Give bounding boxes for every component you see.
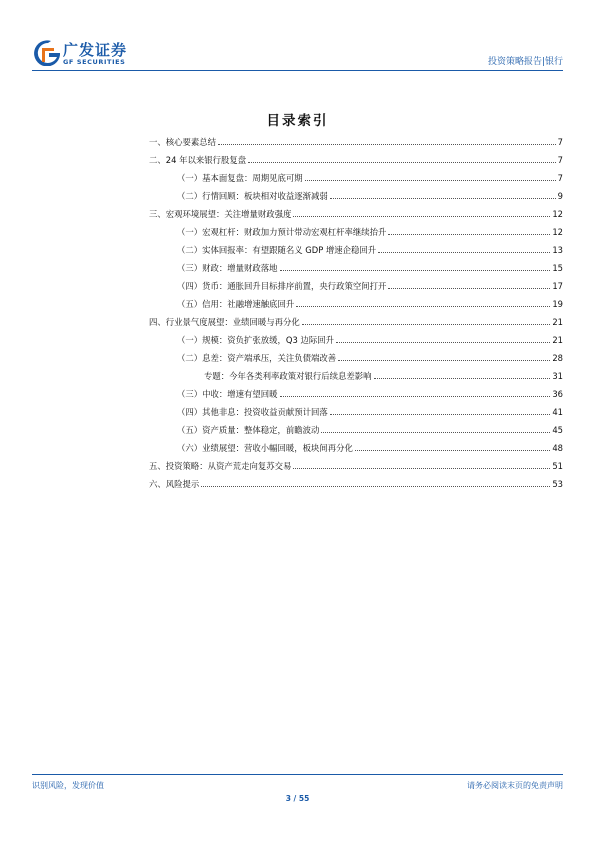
toc-entry-label: （二）息差：资产端承压，关注负债端改善 bbox=[177, 353, 337, 363]
toc-leader-dots bbox=[293, 215, 550, 217]
toc-entry-label: 二、24 年以来银行股复盘 bbox=[149, 155, 247, 165]
toc-entry-page: 51 bbox=[552, 461, 563, 471]
toc-entry[interactable] bbox=[177, 350, 563, 364]
toc-entry-page: 12 bbox=[552, 209, 563, 219]
logo-text-en: GF SECURITIES bbox=[63, 58, 126, 66]
toc-entry-page: 53 bbox=[552, 479, 563, 489]
toc-entry-page: 13 bbox=[552, 245, 563, 255]
toc-leader-dots bbox=[280, 269, 551, 271]
toc-leader-dots bbox=[330, 413, 551, 415]
toc-entry-page: 12 bbox=[552, 227, 563, 237]
toc-entry-page: 31 bbox=[552, 371, 563, 381]
toc-entry[interactable] bbox=[177, 404, 563, 418]
toc-leader-dots bbox=[338, 359, 550, 361]
toc-entry[interactable] bbox=[177, 278, 563, 292]
toc-entry-page: 21 bbox=[552, 335, 563, 345]
toc-entry[interactable] bbox=[177, 242, 563, 256]
toc-entry-label: （一）基本面复盘：周期见底可期 bbox=[177, 173, 303, 183]
toc-leader-dots bbox=[321, 431, 550, 433]
toc-entry-label: 一、核心要素总结 bbox=[149, 137, 216, 147]
toc-leader-dots bbox=[355, 449, 550, 451]
header-divider bbox=[32, 70, 563, 71]
toc-entry-label: （六）业绩展望：营收小幅回暖，板块间再分化 bbox=[177, 443, 353, 453]
toc-leader-dots bbox=[388, 287, 550, 289]
toc-leader-dots bbox=[280, 395, 551, 397]
toc-leader-dots bbox=[293, 467, 550, 469]
toc-entry-label: （一）规模：资负扩张放缓，Q3 边际回升 bbox=[177, 335, 334, 345]
toc-entry-label: 三、宏观环境展望：关注增量财政强度 bbox=[149, 209, 292, 219]
toc-leader-dots bbox=[296, 305, 550, 307]
toc-leader-dots bbox=[201, 485, 550, 487]
toc-entry[interactable] bbox=[177, 224, 563, 238]
toc-leader-dots bbox=[302, 323, 551, 325]
toc-entry-label: （一）宏观杠杆：财政加力预计带动宏观杠杆率继续抬升 bbox=[177, 227, 387, 237]
toc-title: 目录索引 bbox=[266, 113, 329, 129]
toc-entry-page: 19 bbox=[552, 299, 563, 309]
toc-leader-dots bbox=[330, 197, 556, 199]
toc-entry[interactable] bbox=[149, 314, 563, 328]
toc-entry[interactable] bbox=[177, 260, 563, 274]
toc-entry-page: 28 bbox=[552, 353, 563, 363]
toc-entry[interactable] bbox=[149, 476, 563, 490]
toc-entry-page: 15 bbox=[552, 263, 563, 273]
toc-entry[interactable] bbox=[177, 332, 563, 346]
toc-entry-label: （五）资产质量：整体稳定，前瞻波动 bbox=[177, 425, 320, 435]
toc-entry-label: （二）行情回顾：板块相对收益逐渐减弱 bbox=[177, 191, 328, 201]
toc-entry-label: 六、风险提示 bbox=[149, 479, 200, 489]
toc-entry-label: （四）货币：通胀回升目标排序前置，央行政策空间打开 bbox=[177, 281, 387, 291]
footer-divider bbox=[32, 774, 563, 775]
toc-entry[interactable] bbox=[149, 458, 563, 472]
toc-entry[interactable] bbox=[177, 170, 563, 184]
toc-entry-label: （二）实体回报率：有望跟随名义 GDP 增速企稳回升 bbox=[177, 245, 377, 255]
toc-leader-dots bbox=[378, 251, 550, 253]
toc-entry[interactable] bbox=[149, 206, 563, 220]
toc-entry-page: 41 bbox=[552, 407, 563, 417]
toc-entry[interactable] bbox=[177, 422, 563, 436]
toc-entry[interactable] bbox=[149, 134, 563, 148]
toc-entry-label: （三）财政：增量财政落地 bbox=[177, 263, 278, 273]
toc-entry-label: 专题：今年各类利率政策对银行后续息差影响 bbox=[204, 371, 372, 381]
toc-entry-page: 36 bbox=[552, 389, 563, 399]
toc-entry-page: 7 bbox=[557, 137, 563, 147]
toc-leader-dots bbox=[336, 341, 550, 343]
toc-entry-page: 7 bbox=[557, 155, 563, 165]
logo-text-cn: 广发证券 bbox=[63, 41, 128, 59]
page-number: 3 / 55 bbox=[285, 794, 310, 803]
toc-entry[interactable] bbox=[204, 368, 563, 382]
report-type-label: 投资策略报告|银行 bbox=[487, 57, 563, 67]
toc-entry-label: （五）信用：社融增速触底回升 bbox=[177, 299, 295, 309]
page-header bbox=[32, 38, 563, 72]
toc-leader-dots bbox=[374, 377, 551, 379]
toc-entry[interactable] bbox=[149, 152, 563, 166]
toc-leader-dots bbox=[388, 233, 550, 235]
toc-entry-page: 48 bbox=[552, 443, 563, 453]
toc-leader-dots bbox=[248, 161, 556, 163]
toc-entry[interactable] bbox=[177, 440, 563, 454]
gf-logo-icon bbox=[32, 40, 62, 66]
toc-leader-dots bbox=[305, 179, 556, 181]
toc-entry[interactable] bbox=[177, 386, 563, 400]
toc-entry-label: 四、行业景气度展望：业绩回暖与再分化 bbox=[149, 317, 300, 327]
toc-entry-label: （四）其他非息：投资收益贡献预计回落 bbox=[177, 407, 328, 417]
toc-entry-label: 五、投资策略：从资产荒走向复苏交易 bbox=[149, 461, 292, 471]
toc-entry-page: 7 bbox=[557, 173, 563, 183]
toc-entry-label: （三）中收：增速有望回暖 bbox=[177, 389, 278, 399]
toc-entry-page: 17 bbox=[552, 281, 563, 291]
toc-entry[interactable] bbox=[177, 296, 563, 310]
disclaimer-notice: 请务必阅读末页的免责声明 bbox=[467, 781, 563, 790]
toc-entry-page: 21 bbox=[552, 317, 563, 327]
toc-leader-dots bbox=[218, 143, 556, 145]
toc-entry[interactable] bbox=[177, 188, 563, 202]
footer-slogan: 识别风险，发现价值 bbox=[32, 781, 104, 790]
toc-entry-page: 45 bbox=[552, 425, 563, 435]
toc-entry-page: 9 bbox=[557, 191, 563, 201]
